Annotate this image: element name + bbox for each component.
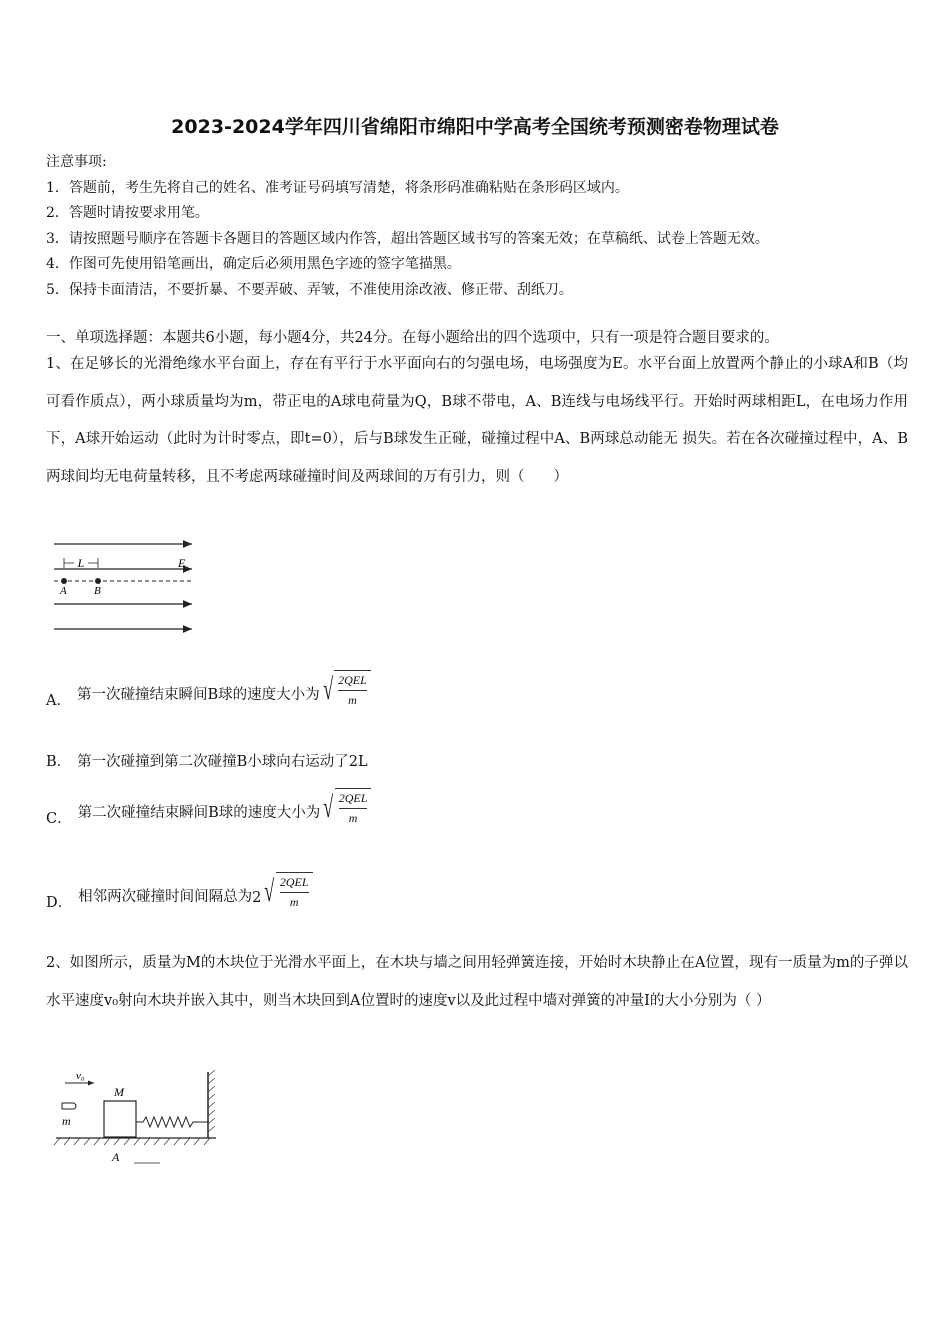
label-E: E bbox=[178, 556, 186, 570]
sqrt-expression: √ $\frac{\text{2QEL}}{m}$ bbox=[261, 872, 312, 912]
section-heading: 一、单项选择题：本题共6小题，每小题4分，共24分。在每小题给出的四个选项中，只有一项是符合题目要求的。 bbox=[46, 330, 779, 346]
denominator: m bbox=[348, 811, 358, 825]
option-text: 相邻两次碰撞时间间隔总为 bbox=[78, 889, 253, 905]
note-item: 5．保持卡面清洁，不要折暴、不要弄破、弄皱，不准使用涂改液、修正带、刮纸刀。 bbox=[46, 281, 573, 298]
denominator: m bbox=[289, 895, 299, 909]
ball-b bbox=[95, 578, 101, 584]
q1-field-figure bbox=[50, 536, 200, 636]
option-text: 第二次碰撞结束瞬间B球的速度大小为 bbox=[77, 805, 321, 821]
label-a: A bbox=[60, 585, 67, 597]
note-item: 1．答题前，考生先将自己的姓名、准考证号码填写清楚，将条形码准确粘贴在条形码区域内。 bbox=[46, 179, 629, 196]
option-label: A． bbox=[46, 693, 71, 709]
label-m: m bbox=[62, 1114, 71, 1128]
label-b: B bbox=[94, 585, 101, 597]
note-item: 2．答题时请按要求用笔。 bbox=[46, 205, 209, 221]
notes-block bbox=[46, 150, 769, 303]
numerator: 2QEL bbox=[338, 673, 367, 691]
option-text: 第一次碰撞到第二次碰撞B小球向右运动了2L bbox=[77, 754, 368, 770]
denominator: m bbox=[348, 693, 357, 707]
notes-heading: 注意事项: bbox=[46, 154, 107, 170]
option-b[interactable] bbox=[46, 750, 368, 771]
note-item: 4．作图可先使用铅笔画出，确定后必须用黑色字迹的签字笔描黑。 bbox=[46, 256, 461, 272]
label-A-position: A bbox=[112, 1150, 120, 1164]
option-d[interactable] bbox=[46, 872, 313, 912]
block bbox=[104, 1101, 136, 1137]
option-a[interactable] bbox=[46, 670, 371, 710]
label-L: L bbox=[77, 556, 85, 570]
numerator: 2QEL bbox=[339, 791, 368, 809]
sqrt-expression: √ $\frac{\text{2QEL}}{m}$ bbox=[320, 670, 371, 710]
sqrt-expression: √ $\frac{\text{2QEL}}{m}$ bbox=[320, 788, 371, 828]
option-c[interactable] bbox=[46, 788, 371, 828]
option-label: B． bbox=[46, 754, 72, 770]
numerator: 2QEL bbox=[280, 875, 309, 893]
bullet bbox=[62, 1103, 76, 1109]
spring bbox=[136, 1117, 208, 1127]
question-1-stem: 1、在足够长的光滑绝缘水平台面上，存在有平行于水平面向右的匀强电场，电场强度为E。水平台面上放置两个静止的小球A和B（均可看作质点），两小球质量均为m，带正电的A球电荷量为Q，B球不带电，A、B连线与电场线平行。开始时两球相距L，在电场力作用下，A球开始运动（此时为计时零点，即t=0），后与B球发生正碰，碰撞过程中A、B两球总动能无 损失。若在各次碰撞过程中，A、B两球间均无电荷量转移，且不考虑两球碰撞时间及两球间的万有引力，则（ ） bbox=[46, 356, 908, 485]
note-item: 3．请按照题号顺序在答题卡各题目的答题区域内作答，超出答题区域书写的答案无效；在草稿纸、试卷上答题无效。 bbox=[46, 230, 769, 247]
q2-spring-figure bbox=[50, 1066, 225, 1166]
page-title: 2023-2024学年四川省绵阳市绵阳中学高考全国统考预测密卷物理试卷 bbox=[171, 116, 779, 138]
option-label: D． bbox=[46, 895, 73, 911]
label-v0: v₀ bbox=[76, 1070, 85, 1082]
option-prefix: 2 bbox=[252, 890, 262, 906]
question-2-stem: 2、如图所示，质量为M的木块位于光滑水平面上，在木块与墙之间用轻弹簧连接，开始时木块静止在A位置，现有一质量为m的子弹以水平速度v₀射向木块并嵌入其中，则当木块回到A位置时的速度v以及此过程中墙对弹簧的冲量I的大小分别为（ ） bbox=[46, 955, 908, 1009]
option-label: C． bbox=[46, 811, 72, 827]
ball-a bbox=[61, 578, 67, 584]
label-M: M bbox=[114, 1085, 124, 1099]
option-text: 第一次碰撞结束瞬间B球的速度大小为 bbox=[76, 687, 320, 703]
